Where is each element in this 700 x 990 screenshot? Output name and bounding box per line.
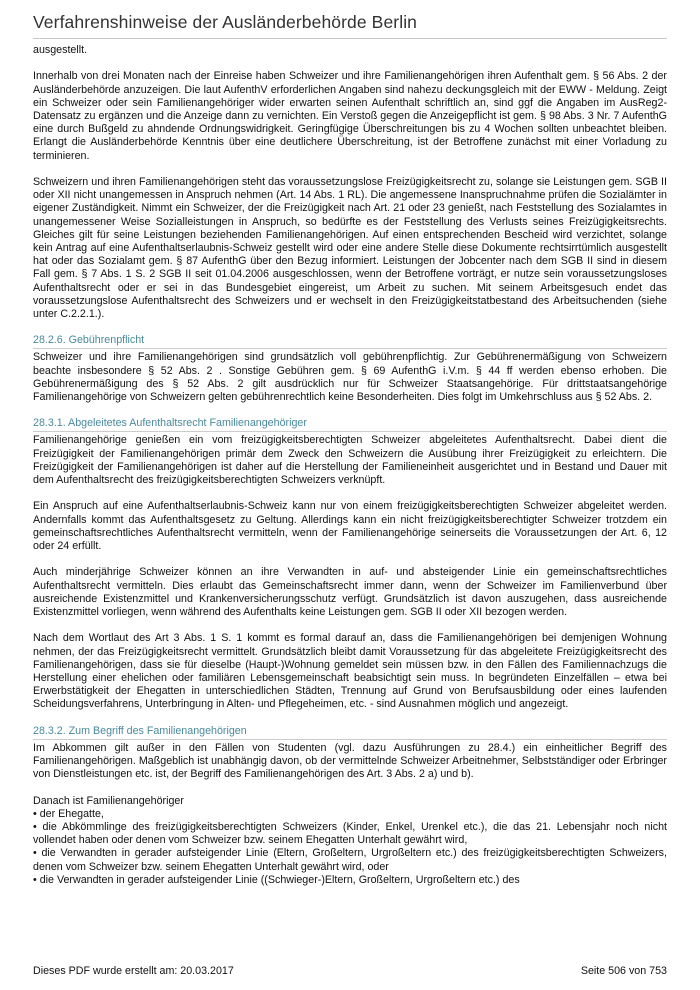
section-heading-gebuehrenpflicht: 28.2.6. Gebührenpflicht (33, 334, 667, 349)
paragraph-danach: Danach ist Familienangehöriger (33, 794, 184, 807)
list-item: • die Abkömmlinge des freizügigkeitsberechtigten Schweizers (Kinder, Enkel, Urenkel etc.), die das 21. Lebensjahr noch nicht vollendet haben oder denen vom Schweizer bzw. seinem Ehegatten Unterhalt gewährt wird, (33, 821, 667, 847)
paragraph-begriff-familienangehoerige: Im Abkommen gilt außer in den Fällen von Studenten (vgl. dazu Ausführungen zu 28.4.) ein einheitlicher Begriff des Familienangehörigen. Maßgeblich ist unabhängig davon, ob der vermittelnde Schweizer Arbeitnehmer, Selbstständiger oder Erbringer von Dienstleistungen etc. ist, der Begriff des Familienangehörigen des Art. 3 Abs. 2 a) und b). (33, 741, 667, 781)
familienangehoerige-list (33, 808, 667, 887)
intro-fragment: ausgestellt. (33, 44, 88, 56)
list-item: • die Verwandten in gerader aufsteigender Linie (Eltern, Großeltern, Urgroßeltern etc.) des freizügigkeitsberechtigten Schweizers, denen vom Schweizer bzw. seinem Ehegatten Unterhalt gewährt wird, oder (33, 847, 667, 873)
paragraph-abgeleitetes-recht-4: Nach dem Wortlaut des Art 3 Abs. 1 S. 1 kommt es formal darauf an, dass die Familienangehörigen bei demjenigen Wohnung nehmen, der das Freizügigkeitsrecht vermittelt. Grundsätzlich bleibt damit Voraussetzung für das abgeleitete Freizügigkeitsrecht des Familienangehörigen, dass sie für dieselbe (Haupt-)Wohnung gemeldet sein müssen bzw. in den Fällen des Familiennachzugs die Herstellung einer ehelichen oder familiären Lebensgemeinschaft beabsichtigt sein muss. In begründeten Einzelfällen – etwa bei Erwerbstätigkeit der Ehegatten in unterschiedlichen Städten, Trennung auf Grund von Berufsausbildung oder eines laufenden Scheidungsverfahrens, Unterbringung in Alten- und Pflegeheimen, etc. - sind Ausnahmen möglich und angezeigt. (33, 632, 667, 711)
list-item: • der Ehegatte, (33, 807, 104, 820)
section-heading-familienangehoerige: 28.3.2. Zum Begriff des Familienangehörigen (33, 725, 667, 740)
page-number: Seite 506 von 753 (580, 965, 667, 977)
paragraph-abgeleitetes-recht-3: Auch minderjährige Schweizer können an ihre Verwandten in auf- und absteigender Linie ein gemeinschaftsrechtliches Aufenthaltsrecht vermitteln. Dies erlaubt das Gemeinschaftsrecht immer dann, wenn der Schweizer im Familienverbund über ausreichende Existenzmittel und Krankenversicherungsschutz verfügt. Grundsätzlich ist davon auszugehen, dass ausreichende Existenzmittel vorliegen, wenn während des Aufenthalts keine Leistungen gem. SGB II oder XII bezogen werden. (33, 566, 667, 619)
paragraph-freizuegigkeitsrecht: Schweizern und ihren Familienangehörigen steht das voraussetzungslose Freizügigkeitsrecht zu, solange sie Leistungen gem. SGB II oder XII nicht unangemessen in Anspruch nehmen (Art. 14 Abs. 1 RL). Die angemessene Inanspruchnahme prüfen die Sozialämter in eigener Zuständigkeit. Nimmt ein Schweizer, der die Freizügigkeit nach Art. 21 oder 23 genießt, nach Feststellung des Sozialamtes in unangemessener Weise Sozialleistungen in Anspruch, so bedürfte es der Feststellung des Verlusts seines Freizügigkeitsrechts. Gleiches gilt für seine Leistungen beziehenden Familienangehörigen. Auf einen entsprechenden Bescheid wird verzichtet, solange kein Antrag auf eine Aufenthaltserlaubnis-Schweiz gestellt wird oder eine andere Stelle diese Dokumente rechtsirrtümlich ausgestellt hat oder das Sozialamt gem. § 87 AufenthG über den Bezug informiert. Leistungen der Jobcenter nach dem SGB II sind in diesem Fall gem. § 7 Abs. 1 S. 2 SGB II seit 01.04.2006 ausgeschlossen, wenn der Betroffene vorträgt, er nutze sein voraussetzungsloses Aufenthaltsrecht oder er sei in das Bundesgebiet eingereist, um Arbeit zu suchen. Mit seinem Arbeitsgesuch endet das voraussetzungslose Aufenthaltsrecht des Schweizers und er wechselt in den Freizügigkeitstatbestand des Arbeitsuchenden (siehe unter C.2.2.1.). (33, 176, 667, 321)
paragraph-abgeleitetes-recht-1: Familienangehörige genießen ein vom freizügigkeitsberechtigten Schweizer abgeleitetes Aufenthaltsrecht. Dabei dient die Freizügigkeit der Familienangehörigen primär dem Zweck den Schweizern die Ausübung ihrer Freizügigkeit zu erleichtern. Die Freizügigkeit der Familienangehörigen ist daher auf die Herstellung der Familieneinheit ausgerichtet und in Bestand und Dauer mit dem Aufenthaltsrecht des freizügigkeitsberechtigten Schweizers verknüpft. (33, 434, 667, 487)
document-body (33, 44, 667, 887)
list-item: • die Verwandten in gerader aufsteigender Linie ((Schwieger-)Eltern, Großeltern, Urgroßeltern etc.) des (33, 873, 520, 886)
paragraph-anzeigepflicht: Innerhalb von drei Monaten nach der Einreise haben Schweizer und ihre Familienangehörigen ihren Aufenthalt gem. § 56 Abs. 2 der Ausländerbehörde anzuzeigen. Die laut AufenthV erforderlichen Angaben sind nahezu deckungsgleich mit der EWW - Meldung. Zeigt ein Schweizer oder sein Familienangehöriger wider erwarten seinen Aufenthalt schriftlich an, sind ggf die Angaben im AusReg2-Datensatz zu ergänzen und die Anzeige dann zu vernichten. Ein Verstoß gegen die Anzeigepflicht ist gem. § 98 Abs. 3 Nr. 7 AufenthG eine durch Bußgeld zu ahndende Ordnungswidrigkeit. Geringfügige Überschreitungen bis zu 4 Wochen sollten unbeachtet bleiben. Erlangt die Ausländerbehörde Kenntnis über eine deutlichere Überschreitung, ist der Betroffene zunächst mit einer Vorladung zu terminieren. (33, 70, 667, 162)
created-date: Dieses PDF wurde erstellt am: 20.03.2017 (33, 965, 234, 977)
section-heading-abgeleitetes-aufenthaltsrecht: 28.3.1. Abgeleitetes Aufenthaltsrecht Familienangehöriger (33, 417, 667, 432)
paragraph-gebuehren: Schweizer und ihre Familienangehörigen sind grundsätzlich voll gebührenpflichtig. Zur Gebührenermäßigung von Schweizern beachte insbesondere § 52 Abs. 2 . Sonstige Gebühren gem. § 69 AufenthG i.V.m. § 44 ff werden ebenso erhoben. Die Gebührenermäßigung des § 52 Abs. 2 gilt ausdrücklich nur für Schweizer Staatsangehörige. Für drittstaatsangehörige Familienangehörige von Schweizern gelten gebührenrechtlich keine Besonderheiten. Dies folgt im Umkehrschluss aus § 52 Abs. 2. (33, 351, 667, 404)
page-header (33, 12, 667, 39)
document-title: Verfahrenshinweise der Ausländerbehörde Berlin (33, 12, 418, 32)
paragraph-abgeleitetes-recht-2: Ein Anspruch auf eine Aufenthaltserlaubnis-Schweiz kann nur von einem freizügigkeitsberechtigten Schweizer abgeleitet werden. Andernfalls kommt das Aufenthaltsgesetz zu Geltung. Allerdings kann ein nicht freizügigkeitsberechtigter Schweizer trotzdem ein gemeinschaftsrechtliches Aufenthaltsrecht vermitteln, wenn der Familienangehörige seinerseits die Voraussetzungen der Art. 6, 12 oder 24 erfüllt. (33, 500, 667, 553)
